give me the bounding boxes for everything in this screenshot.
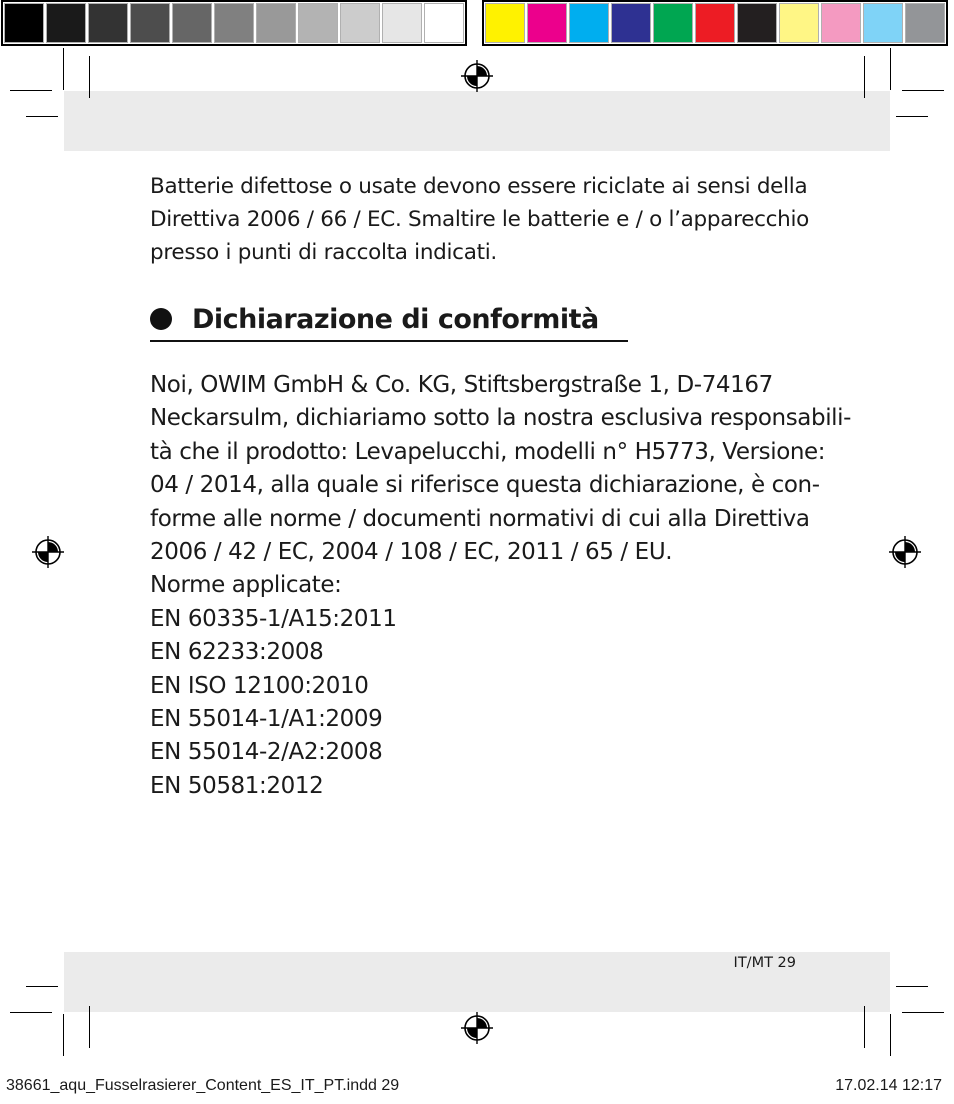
registration-mark-icon bbox=[460, 1011, 494, 1045]
battery-disposal-paragraph bbox=[150, 170, 830, 269]
crop-mark bbox=[63, 1014, 64, 1056]
heading-underline bbox=[150, 340, 628, 342]
body-line: Noi, OWIM GmbH & Co. KG, Stiftsbergstraße 1, D-74167 bbox=[150, 372, 773, 398]
page-number: IT/MT 29 bbox=[733, 955, 796, 971]
crop-mark bbox=[902, 1012, 944, 1013]
registration-mark-icon bbox=[31, 535, 65, 569]
crop-mark bbox=[890, 48, 891, 90]
body-line: Norme applicate: bbox=[150, 572, 342, 599]
color-swatch bbox=[653, 3, 693, 43]
intro-line: Batterie difettose o usate devono essere riciclate ai sensi della bbox=[150, 174, 808, 199]
standard-item: EN 62233:2008 bbox=[150, 639, 324, 666]
standard-item: EN 60335-1/A15:2011 bbox=[150, 605, 397, 632]
crop-mark bbox=[10, 90, 52, 91]
grayscale-calibration-bar bbox=[1, 0, 467, 46]
color-swatch bbox=[779, 3, 819, 43]
section-title: Dichiarazione di conformità bbox=[192, 303, 599, 335]
color-calibration-bar bbox=[482, 0, 948, 46]
color-swatch bbox=[340, 3, 380, 43]
standard-item: EN 55014-2/A2:2008 bbox=[150, 739, 383, 766]
crop-mark bbox=[26, 986, 58, 987]
color-swatch bbox=[905, 3, 945, 43]
standard-item: EN ISO 12100:2010 bbox=[150, 672, 369, 699]
color-swatch bbox=[821, 3, 861, 43]
crop-mark bbox=[902, 90, 944, 91]
footer-file-name: 38661_aqu_Fusselrasierer_Content_ES_IT_PT.indd 29 bbox=[6, 1077, 400, 1094]
body-line: 04 / 2014, alla quale si riferisce questa dichiarazione, è con- bbox=[150, 472, 820, 499]
color-swatch bbox=[172, 3, 212, 43]
registration-mark-icon bbox=[460, 59, 494, 93]
color-swatch bbox=[382, 3, 422, 43]
top-gray-band bbox=[64, 91, 890, 151]
crop-mark bbox=[26, 116, 58, 117]
body-line: tà che il prodotto: Levapelucchi, modelli n° H5773, Versione: bbox=[150, 438, 826, 465]
color-swatch bbox=[298, 3, 338, 43]
color-swatch bbox=[130, 3, 170, 43]
crop-mark bbox=[896, 116, 928, 117]
crop-mark bbox=[63, 48, 64, 90]
color-swatch bbox=[424, 3, 464, 43]
color-swatch bbox=[46, 3, 86, 43]
color-swatch bbox=[695, 3, 735, 43]
crop-mark bbox=[864, 1006, 865, 1048]
color-swatch bbox=[611, 3, 651, 43]
crop-mark bbox=[10, 1012, 52, 1013]
registration-mark-icon bbox=[888, 535, 922, 569]
intro-line: presso i punti di raccolta indicati. bbox=[150, 240, 497, 265]
color-swatch bbox=[88, 3, 128, 43]
crop-mark bbox=[896, 986, 928, 987]
footer-date: 17.02.14 12:17 bbox=[835, 1077, 942, 1094]
standard-item: EN 50581:2012 bbox=[150, 772, 324, 799]
body-line: Neckarsulm, dichiariamo sotto la nostra esclusiva responsabili- bbox=[150, 405, 852, 432]
crop-mark bbox=[89, 56, 90, 98]
section-heading bbox=[150, 298, 599, 340]
color-swatch bbox=[214, 3, 254, 43]
color-swatch bbox=[863, 3, 903, 43]
color-swatch bbox=[485, 3, 525, 43]
body-line: forme alle norme / documenti normativi di cui alla Direttiva bbox=[150, 505, 810, 532]
crop-mark bbox=[89, 1006, 90, 1048]
declaration-body bbox=[150, 369, 852, 803]
bullet-icon bbox=[150, 308, 172, 330]
color-swatch bbox=[4, 3, 44, 43]
color-swatch bbox=[256, 3, 296, 43]
color-swatch bbox=[569, 3, 609, 43]
color-swatch bbox=[527, 3, 567, 43]
color-swatch bbox=[737, 3, 777, 43]
intro-line: Direttiva 2006 / 66 / EC. Smaltire le batterie e / o l’apparecchio bbox=[150, 207, 810, 232]
crop-mark bbox=[864, 56, 865, 98]
crop-mark bbox=[890, 1014, 891, 1056]
standard-item: EN 55014-1/A1:2009 bbox=[150, 706, 383, 733]
body-line: 2006 / 42 / EC, 2004 / 108 / EC, 2011 / 65 / EU. bbox=[150, 539, 673, 566]
